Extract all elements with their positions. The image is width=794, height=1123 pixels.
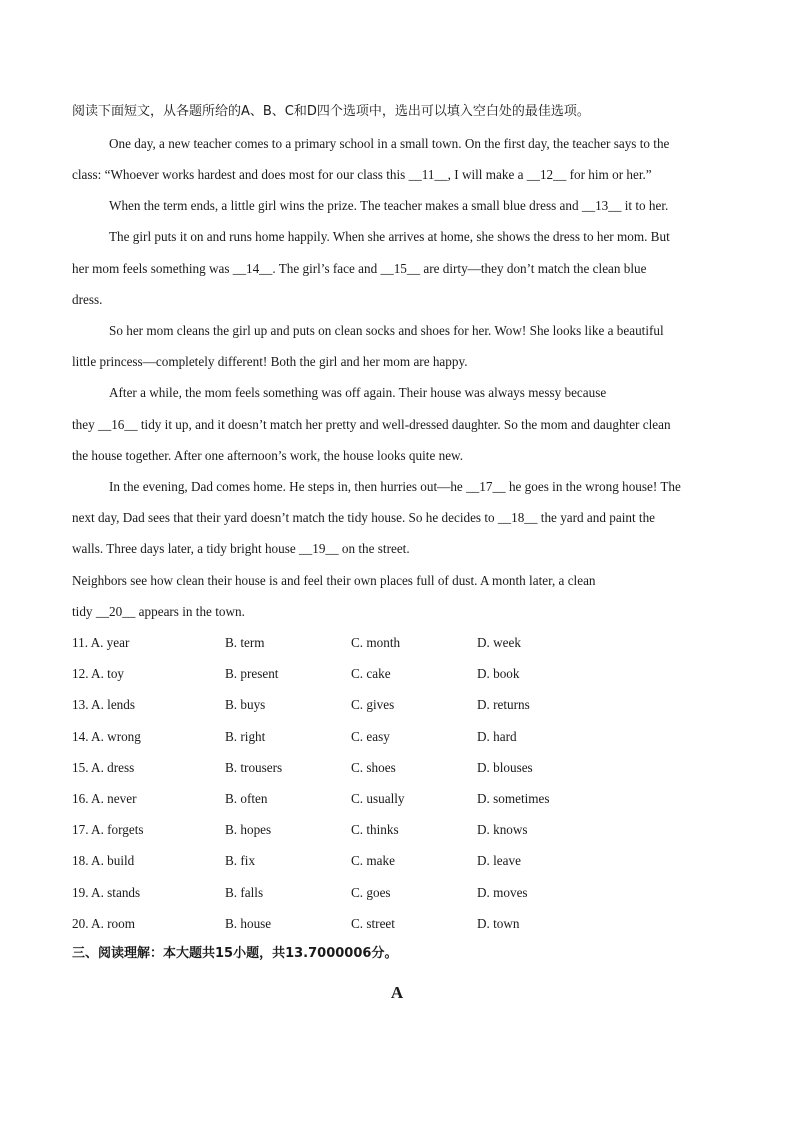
blank-12: __12__ xyxy=(526,167,567,182)
option-b: B. hopes xyxy=(225,822,272,837)
option-d: D. moves xyxy=(477,885,528,900)
blank-13: __13__ xyxy=(581,198,622,213)
blank-19: __19__ xyxy=(299,541,339,556)
option-c: C. shoes xyxy=(351,760,396,775)
option-d: D. hard xyxy=(477,729,517,744)
question-row xyxy=(72,822,722,838)
passage-line: class: “Whoever works hardest and does most for our class this __11__, I will make a __12__ for him or her.” xyxy=(72,167,652,182)
question-row xyxy=(72,853,722,869)
passage-line: After a while, the mom feels something was off again. Their house was always messy because xyxy=(109,385,607,400)
option-b: B. buys xyxy=(225,697,266,712)
option-b: B. often xyxy=(225,791,268,806)
blank-18: __18__ xyxy=(497,510,538,525)
part-label: A xyxy=(390,983,404,1002)
question-row xyxy=(72,666,722,682)
passage-line: The girl puts it on and runs home happily. When she arrives at home, she shows the dress to her mom. But xyxy=(109,229,670,244)
passage-line: So her mom cleans the girl up and puts on clean socks and shoes for her. Wow! She looks like a beautiful xyxy=(109,323,664,338)
passage-line: the house together. After one afternoon’s work, the house looks quite new. xyxy=(72,448,464,463)
option-b: B. right xyxy=(225,729,266,744)
blank-17: __17__ xyxy=(466,479,506,494)
option-a: 19. A. stands xyxy=(72,885,141,900)
question-row xyxy=(72,791,722,807)
option-b: B. falls xyxy=(225,885,264,900)
question-row xyxy=(72,760,722,776)
option-a: 17. A. forgets xyxy=(72,822,144,837)
option-b: B. present xyxy=(225,666,279,681)
question-row xyxy=(72,697,722,713)
section-heading: 三、阅读理解：本大题共15小题，共13.7000006分。 xyxy=(72,946,398,961)
blank-20: __20__ xyxy=(95,604,136,619)
passage-line: Neighbors see how clean their house is and feel their own places full of dust. A month later, a clean xyxy=(72,573,596,588)
option-c: C. thinks xyxy=(351,822,399,837)
passage-line: her mom feels something was __14__. The girl’s face and __15__ are dirty—they don’t match the clean blue xyxy=(72,261,647,276)
option-d: D. knows xyxy=(477,822,528,837)
option-c: C. make xyxy=(351,853,395,868)
instruction-text: 阅读下面短文，从各题所给的A、B、C和D四个选项中，选出可以填入空白处的最佳选项。 xyxy=(72,104,590,119)
option-d: D. book xyxy=(477,666,520,681)
option-c: C. month xyxy=(351,635,401,650)
option-a: 12. A. toy xyxy=(72,666,125,681)
passage-line: When the term ends, a little girl wins the prize. The teacher makes a small blue dress and __13__ it to her. xyxy=(109,198,669,213)
option-b: B. fix xyxy=(225,853,256,868)
option-c: C. street xyxy=(351,916,395,931)
option-a: 15. A. dress xyxy=(72,760,135,775)
option-d: D. town xyxy=(477,916,520,931)
question-row xyxy=(72,885,722,901)
option-b: B. trousers xyxy=(225,760,283,775)
question-row xyxy=(72,729,722,745)
blank-14: __14__ xyxy=(232,261,273,276)
passage-line: dress. xyxy=(72,292,103,307)
option-b: B. house xyxy=(225,916,272,931)
passage-line: walls. Three days later, a tidy bright house __19__ on the street. xyxy=(72,541,410,556)
passage-line: they __16__ tidy it up, and it doesn’t match her pretty and well-dressed daughter. So the mom and daughter clean xyxy=(72,417,671,432)
option-b: B. term xyxy=(225,635,265,650)
passage-line: next day, Dad sees that their yard doesn’t match the tidy house. So he decides to __18__ the yard and paint the xyxy=(72,510,656,525)
option-a: 20. A. room xyxy=(72,916,136,931)
option-d: D. returns xyxy=(477,697,530,712)
blank-16: __16__ xyxy=(98,417,138,432)
option-a: 14. A. wrong xyxy=(72,729,141,744)
option-c: C. usually xyxy=(351,791,405,806)
option-d: D. week xyxy=(477,635,521,650)
question-row xyxy=(72,916,722,932)
option-d: D. leave xyxy=(477,853,521,868)
option-d: D. blouses xyxy=(477,760,533,775)
passage-line: In the evening, Dad comes home. He steps in, then hurries out—he __17__ he goes in the wrong house! The xyxy=(109,479,681,494)
option-c: C. cake xyxy=(351,666,391,681)
option-d: D. sometimes xyxy=(477,791,550,806)
option-a: 13. A. lends xyxy=(72,697,136,712)
blank-11: __11__ xyxy=(408,167,448,182)
blank-15: __15__ xyxy=(380,261,421,276)
option-c: C. easy xyxy=(351,729,390,744)
option-a: 16. A. never xyxy=(72,791,137,806)
passage-line: tidy __20__ appears in the town. xyxy=(72,604,245,619)
passage-line: One day, a new teacher comes to a primary school in a small town. On the first day, the teacher says to the xyxy=(109,136,670,151)
question-row xyxy=(72,635,722,651)
option-a: 18. A. build xyxy=(72,853,135,868)
option-c: C. gives xyxy=(351,697,395,712)
option-a: 11. A. year xyxy=(72,635,130,650)
option-c: C. goes xyxy=(351,885,391,900)
passage-line: little princess—completely different! Both the girl and her mom are happy. xyxy=(72,354,468,369)
